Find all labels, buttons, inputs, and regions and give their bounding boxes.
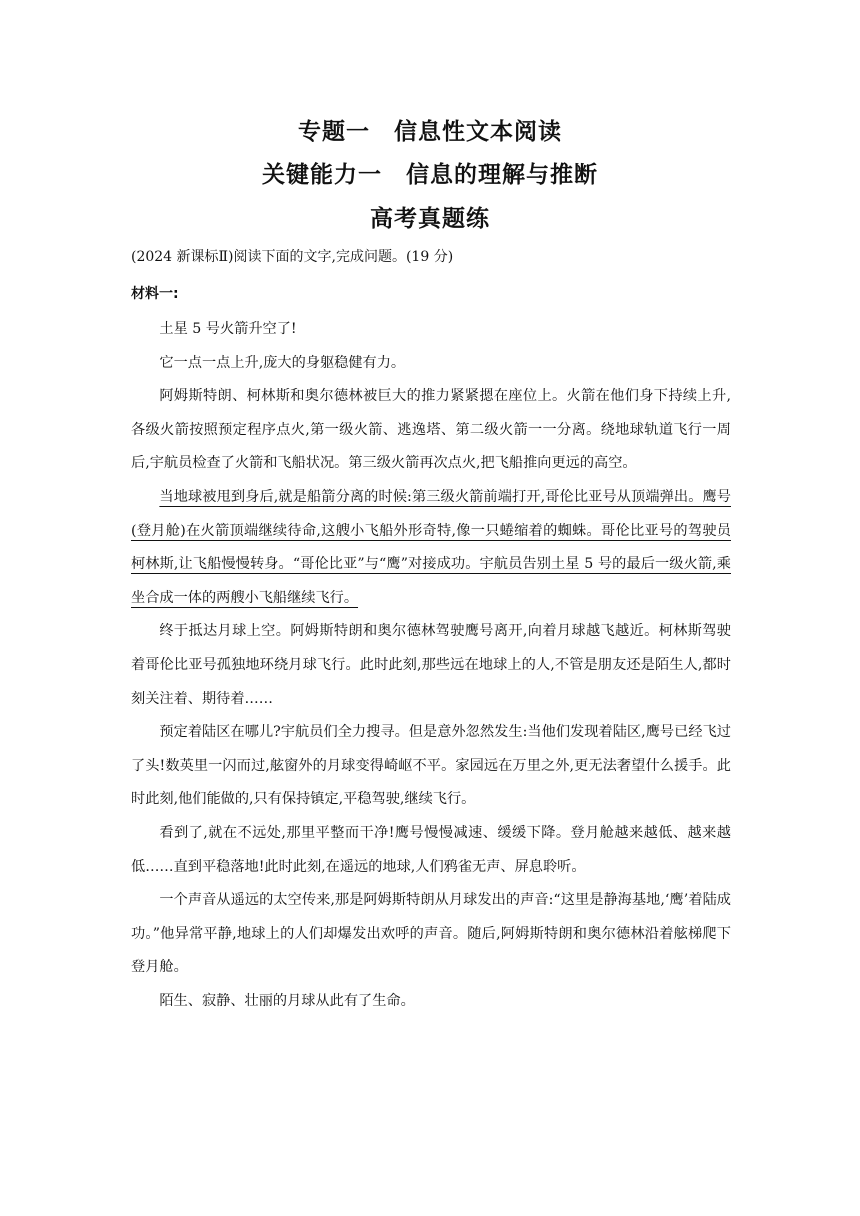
passage (131, 313, 731, 1018)
material-label: 材料一: (131, 286, 179, 302)
paragraph: 陌生、寂静、壮丽的月球从此有了生命。 (159, 992, 415, 1009)
question-intro: (2024 新课标Ⅱ)阅读下面的文字,完成问题。(19 分) (131, 249, 454, 265)
paragraph: 终于抵达月球上空。阿姆斯特朗和奥尔德林驾驶鹰号离开,向着月球越飞越近。柯林斯驾驶着哥伦比亚号孤独地环绕月球飞行。此时此刻,那些远在地球上的人,不管是朋友还是陌生人,都时刻关注着、期待着…… (131, 623, 731, 707)
practice-title: 高考真题练 (370, 206, 490, 232)
underlined-paragraph: 当地球被甩到身后,就是船箭分离的时候:第三级火箭前端打开,哥伦比亚号从顶端弹出。鹰号(登月舱)在火箭顶端继续待命,这艘小飞船外形奇特,像一只蜷缩着的蜘蛛。哥伦比亚号的驾驶员柯林斯,让飞船慢慢转身。“哥伦比亚”与“鹰”对接成功。宇航员告别土星 5 号的最后一级火箭,乘坐合成一体的两艘小飞船继续飞行。 (131, 488, 731, 606)
topic-title: 专题一 信息性文本阅读 (298, 119, 562, 145)
paragraph: 阿姆斯特朗、柯林斯和奥尔德林被巨大的推力紧紧摁在座位上。火箭在他们身下持续上升,各级火箭按照预定程序点火,第一级火箭、逃逸塔、第二级火箭一一分离。绕地球轨道飞行一周后,宇航员检查了火箭和飞船状况。第三级火箭再次点火,把飞船推向更远的高空。 (131, 388, 731, 472)
paragraph: 预定着陆区在哪儿?宇航员们全力搜寻。但是意外忽然发生:当他们发现着陆区,鹰号已经飞过了头!数英里一闪而过,舷窗外的月球变得崎岖不平。家园远在万里之外,更无法奢望什么援手。此时此刻,他们能做的,只有保持镇定,平稳驾驶,继续飞行。 (131, 724, 731, 808)
paragraph: 它一点一点上升,庞大的身躯稳健有力。 (159, 354, 406, 371)
paragraph: 土星 5 号火箭升空了! (159, 321, 297, 337)
paragraph: 看到了,就在不远处,那里平整而干净!鹰号慢慢减速、缓缓下降。登月舱越来越低、越来越低……直到平稳落地!此时此刻,在遥远的地球,人们鸦雀无声、屏息聆听。 (131, 824, 731, 875)
paragraph: 一个声音从遥远的太空传来,那是阿姆斯特朗从月球发出的声音:“这里是静海基地,‘鹰’着陆成功。”他异常平静,地球上的人们却爆发出欢呼的声音。随后,阿姆斯特朗和奥尔德林沿着舷梯爬下登月舱。 (131, 892, 731, 976)
ability-title: 关键能力一 信息的理解与推断 (262, 162, 598, 188)
